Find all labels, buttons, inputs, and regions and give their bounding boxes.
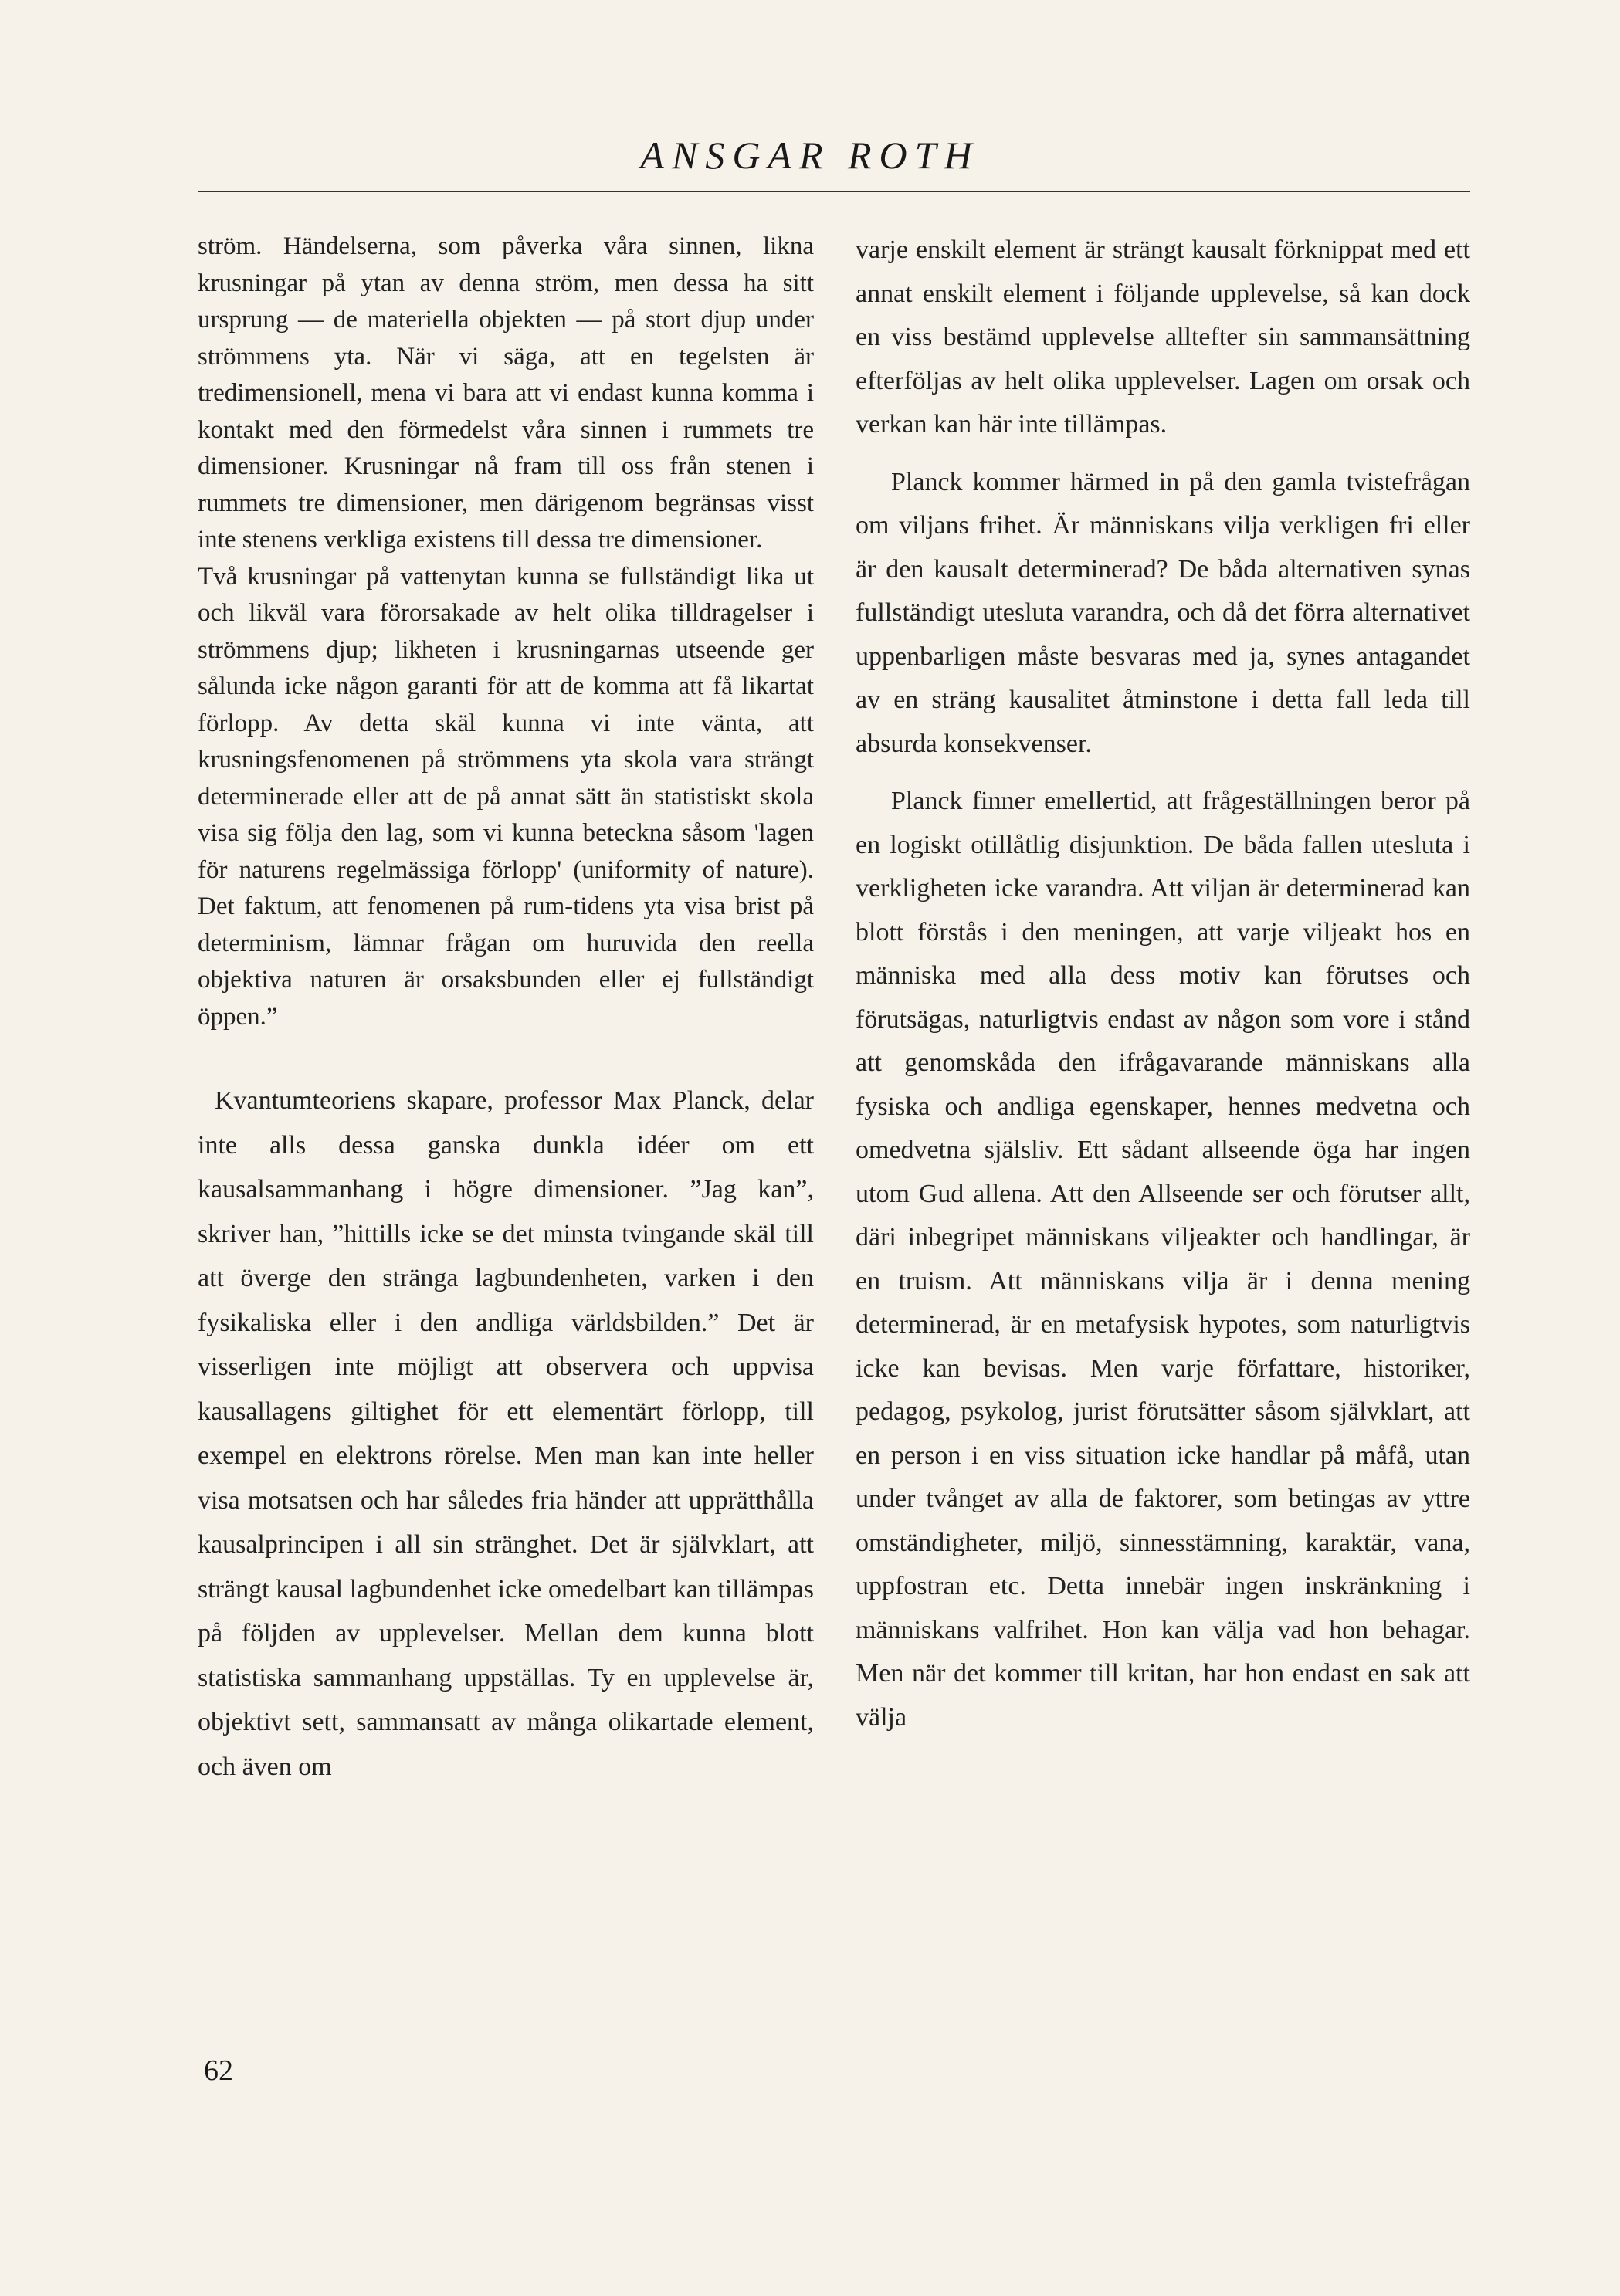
- right-paragraph-1: varje enskilt element är strängt kausalt förknippat med ett annat enskilt element i följande upplevelse, så kan dock en viss bestämd upplevelse alltefter sin sammansättning efterföljas av helt olika upplevelser. Lagen om orsak och verkan kan här inte tillämpas.: [856, 235, 1470, 439]
- right-paragraph-2: Planck kommer härmed in på den gamla tvistefrågan om viljans frihet. Är människans vilja verkligen fri eller är den kausalt determinerad? De båda alternativen synas fullständigt utesluta varandra, och då det förra alternativet uppenbarligen måste besvaras med ja, synes antagandet av en sträng kausalitet åtminstone i detta fall leda till absurda konsekvenser.: [856, 467, 1470, 758]
- left-column: [198, 229, 814, 1789]
- running-title: ANSGAR ROTH: [640, 134, 980, 177]
- left-paragraph-1: ström. Händelserna, som påverka våra sinnen, likna krusningar på ytan av denna ström, men dessa ha sitt ursprung — de materiella objekten — på stort djup under strömmens yta. När vi säga, att en tegelsten är tredimensionell, mena vi bara att vi endast kunna komma i kontakt med den förmedelst våra sinnen i rummets tre dimensioner. Krusningar nå fram till oss från stenen i rummets tre dimensioner, men därigenom begränsas visst inte stenens verkliga existens till dessa tre dimensioner.: [198, 232, 814, 554]
- page-number: 62: [204, 2054, 233, 2087]
- header-rule: [198, 191, 1470, 192]
- left-paragraph-2: Två krusningar på vattenytan kunna se fullständigt lika ut och likväl vara förorsakade av helt olika tilldragelser i strömmens djup; likheten i krusningarnas utseende ger sålunda icke någon garanti för att de komma att få likartat förlopp. Av detta skäl kunna vi inte vänta, att krusningsfenomenen på strömmens yta skola vara strängt determinerade eller att de på annat sätt än statistiskt skola visa sig följa den lag, som vi kunna beteckna såsom 'lagen för naturens regelmässiga förlopp' (uniformity of nature). Det faktum, att fenomenen på rum-tidens yta visa brist på determinism, lämnar frågan om huruvida den reella objektiva naturen är orsaksbunden eller ej fullständigt öppen.”: [198, 562, 814, 1031]
- right-column: [856, 229, 1470, 1739]
- right-paragraph-3: Planck finner emellertid, att frågeställningen beror på en logiskt otillåtlig disjunktion. De båda fallen utesluta i verkligheten icke varandra. Att viljan är determinerad kan blott förstås i den meningen, att varje viljeakt hos en människa med alla dess motiv kan förutses och förutsägas, naturligtvis endast av någon som vore i stånd att genomskåda den ifrågavarande människans alla fysiska och andliga egenskaper, hennes medvetna och omedvetna själsliv. Ett sådant allseende öga har ingen utom Gud allena. Att den Allseende ser och förutser allt, däri inbegripet människans viljeakter och handlingar, är en truism. Att människans vilja är i denna mening determinerad, är en metafysisk hypotes, som naturligtvis icke kan bevisas. Men varje författare, historiker, pedagog, psykolog, jurist förutsätter såsom självklart, att en person i en viss situation icke handlar på måfå, utan under tvånget av alla de faktorer, som betingas av yttre omständigheter, miljö, sinnesstämning, karaktär, vana, uppfostran etc. Detta innebär ingen inskränkning i människans valfrihet. Hon kan välja vad hon behagar. Men när det kommer till kritan, har hon endast en sak att välja: [856, 787, 1470, 1732]
- left-paragraph-3: Kvantumteoriens skapare, professor Max Planck, delar inte alls dessa ganska dunkla idéer om ett kausalsammanhang i högre dimensioner. ”Jag kan”, skriver han, ”hittills icke se det minsta tvingande skäl till att överge den stränga lagbundenheten, varken i den fysikaliska eller i den andliga världsbilden.” Det är visserligen inte möjligt att observera och uppvisa kausallagens giltighet för ett elementärt förlopp, till exempel en elektrons rörelse. Men man kan inte heller visa motsatsen och har således fria händer att upprätthålla kausalprincipen i all sin stränghet. Det är självklart, att strängt kausal lagbundenhet icke omedelbart kan tillämpas på följden av upplevelser. Mellan dem kunna blott statistiska sammanhang uppställas. Ty en upplevelse är, objektivt sett, sammansatt av många olikartade element, och även om: [198, 1086, 814, 1781]
